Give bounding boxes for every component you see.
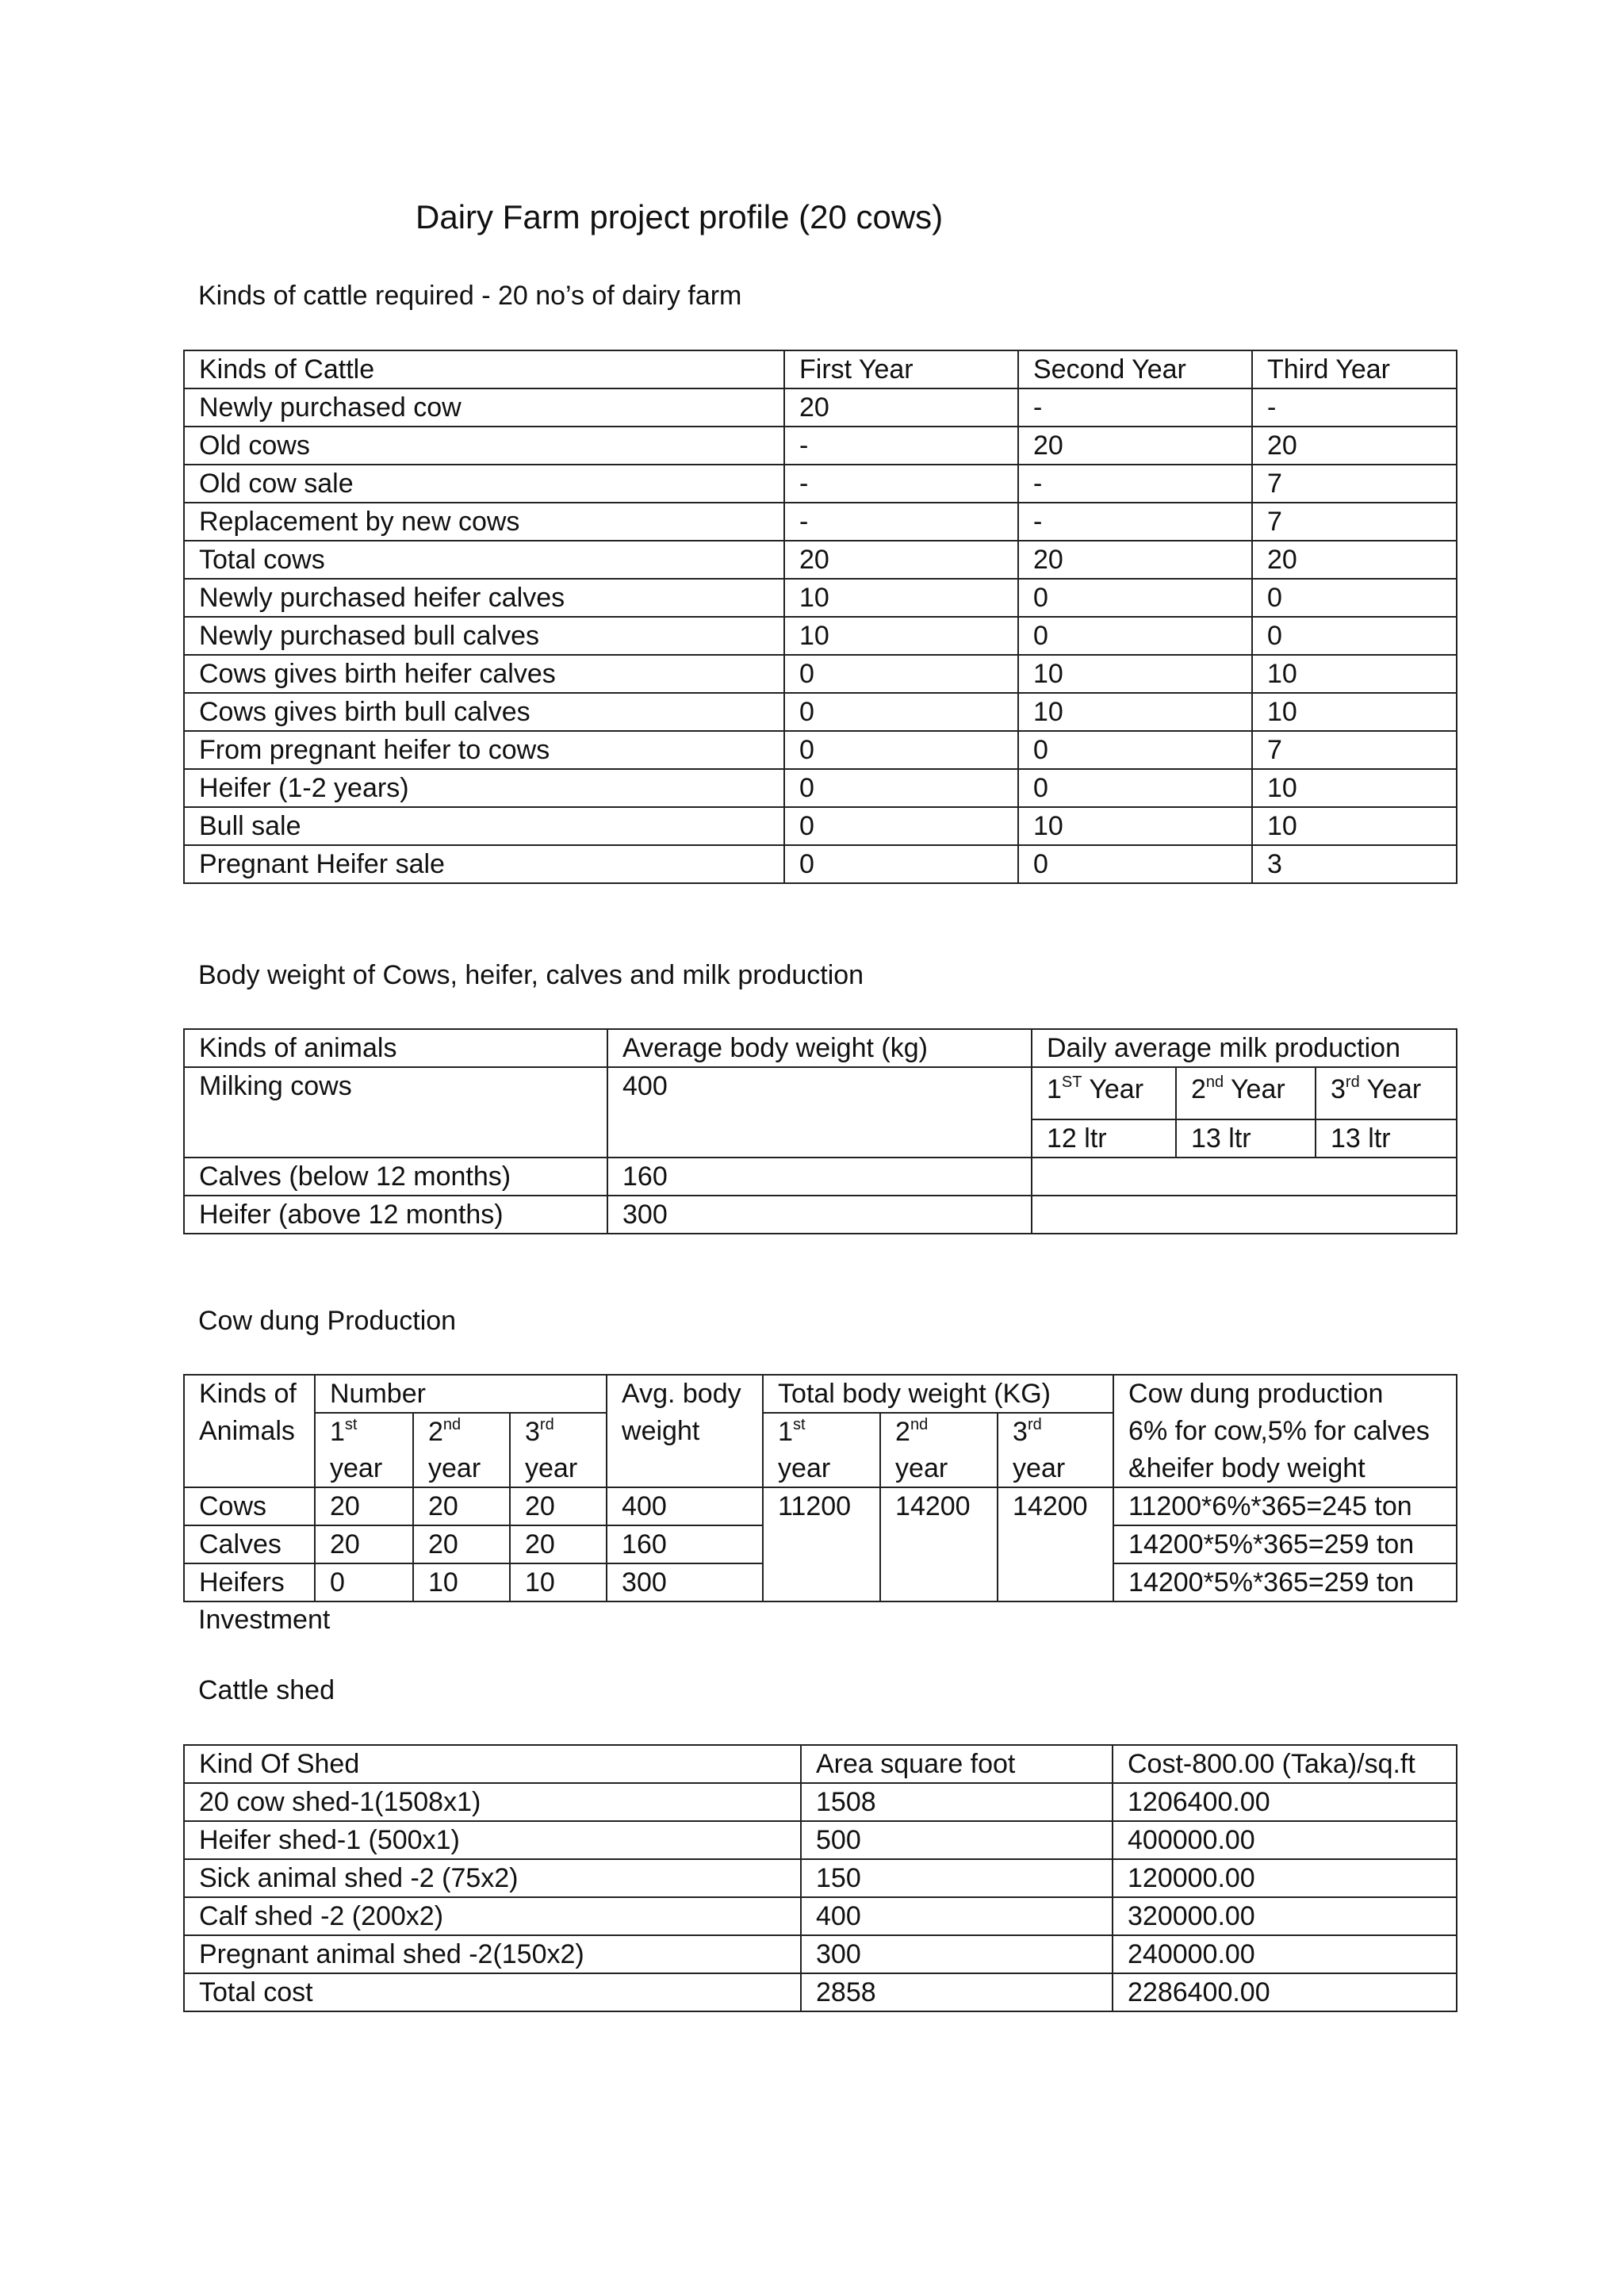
- table-cell: 0: [1018, 579, 1252, 617]
- page-title: Dairy Farm project profile (20 cows): [416, 198, 944, 235]
- table-cell: 3: [1252, 845, 1457, 883]
- year-word: year: [998, 1450, 1113, 1487]
- table-cell: Calf shed -2 (200x2): [184, 1897, 801, 1935]
- header-cell: Second Year: [1018, 350, 1252, 388]
- header-cell: Number: [315, 1375, 607, 1413]
- table-cell: 11200: [763, 1487, 880, 1601]
- table-cell: Newly purchased bull calves: [184, 617, 784, 655]
- table-row: [184, 1935, 1457, 1973]
- header-cell: Cost-800.00 (Taka)/sq.ft: [1113, 1745, 1457, 1783]
- table-cell: 20: [1018, 427, 1252, 465]
- table-row: [184, 617, 1457, 655]
- table-cell: 10: [1252, 769, 1457, 807]
- table-cell: 7: [1252, 731, 1457, 769]
- table-cell: Bull sale: [184, 807, 784, 845]
- table-cell: 0: [784, 731, 1018, 769]
- table-cell: 10: [1018, 693, 1252, 731]
- table-cell: 160: [607, 1525, 763, 1563]
- table-cell: 14200: [998, 1487, 1113, 1601]
- table-cell: 500: [801, 1821, 1113, 1859]
- table-cell: 400: [801, 1897, 1113, 1935]
- year-header: 1ST Year: [1032, 1067, 1176, 1119]
- header-cell: [184, 1450, 315, 1487]
- header-cell: weight: [607, 1413, 763, 1450]
- table-cell: 10: [1018, 655, 1252, 693]
- table-cell: 320000.00: [1113, 1897, 1457, 1935]
- table-cell: 2286400.00: [1113, 1973, 1457, 2011]
- year-header: 2nd: [413, 1413, 510, 1450]
- table-cell: Total cost: [184, 1973, 801, 2011]
- bodyweight-caption: Body weight of Cows, heifer, calves and milk production: [198, 960, 864, 990]
- table-cell: 20: [1252, 541, 1457, 579]
- table-cell: 240000.00: [1113, 1935, 1457, 1973]
- dung-table: [183, 1374, 1457, 1602]
- table-cell: 20: [784, 388, 1018, 427]
- header-cell: Area square foot: [801, 1745, 1113, 1783]
- table-cell: 10: [1018, 807, 1252, 845]
- table-cell: Sick animal shed -2 (75x2): [184, 1859, 801, 1897]
- year-header: 3rd Year: [1316, 1067, 1457, 1119]
- table-cell: Newly purchased cow: [184, 388, 784, 427]
- table-cell: 11200*6%*365=245 ton: [1113, 1487, 1457, 1525]
- table-cell: 0: [1018, 731, 1252, 769]
- bodyweight-table: [183, 1028, 1457, 1234]
- table-cell: Heifers: [184, 1563, 315, 1601]
- shed-caption: Cattle shed: [198, 1675, 335, 1705]
- table-cell: 12 ltr: [1032, 1119, 1176, 1158]
- table-cell: 300: [801, 1935, 1113, 1973]
- table-cell: 10: [784, 579, 1018, 617]
- shed-table: [183, 1744, 1457, 2012]
- header-cell: Kind Of Shed: [184, 1745, 801, 1783]
- table-cell: 14200*5%*365=259 ton: [1113, 1525, 1457, 1563]
- table-cell: 20: [413, 1525, 510, 1563]
- table-cell: Heifer shed-1 (500x1): [184, 1821, 801, 1859]
- table-cell: Heifer (1-2 years): [184, 769, 784, 807]
- table-cell: 14200: [880, 1487, 998, 1601]
- table-cell: Calves: [184, 1525, 315, 1563]
- table-cell: -: [1018, 503, 1252, 541]
- table-row: [184, 769, 1457, 807]
- table-row: [184, 541, 1457, 579]
- table-row: [184, 465, 1457, 503]
- table-cell: 20: [315, 1525, 413, 1563]
- table-cell: 2858: [801, 1973, 1113, 2011]
- table-row: [184, 1783, 1457, 1821]
- header-cell: Kinds of animals: [184, 1029, 607, 1067]
- table-cell: 0: [1252, 579, 1457, 617]
- table-cell: 0: [1018, 845, 1252, 883]
- table-cell: Milking cows: [184, 1067, 607, 1158]
- table-cell: 1206400.00: [1113, 1783, 1457, 1821]
- table-cell: 0: [1252, 617, 1457, 655]
- year-word: year: [413, 1450, 510, 1487]
- table-cell: 13 ltr: [1176, 1119, 1316, 1158]
- table-cell: -: [1252, 388, 1457, 427]
- table-cell: Cows: [184, 1487, 315, 1525]
- table-cell: Cows gives birth heifer calves: [184, 655, 784, 693]
- table-cell: 0: [784, 845, 1018, 883]
- year-header: 1st: [763, 1413, 880, 1450]
- table-cell: 20: [784, 541, 1018, 579]
- header-cell: Avg. body: [607, 1375, 763, 1413]
- table-cell: 14200*5%*365=259 ton: [1113, 1563, 1457, 1601]
- table-cell: Pregnant Heifer sale: [184, 845, 784, 883]
- table-header-row: [184, 350, 1457, 388]
- header-cell: Kinds of Cattle: [184, 350, 784, 388]
- table-cell: 7: [1252, 465, 1457, 503]
- table-cell: 150: [801, 1859, 1113, 1897]
- table-cell: -: [784, 465, 1018, 503]
- table-cell: 20: [1252, 427, 1457, 465]
- table-cell: 400: [607, 1067, 1032, 1158]
- year-word: year: [763, 1450, 880, 1487]
- table-cell: Calves (below 12 months): [184, 1158, 607, 1196]
- year-word: year: [510, 1450, 607, 1487]
- table-cell: 20 cow shed-1(1508x1): [184, 1783, 801, 1821]
- table-cell: 20: [510, 1525, 607, 1563]
- table-cell: Cows gives birth bull calves: [184, 693, 784, 731]
- table-cell: 400: [607, 1487, 763, 1525]
- table-row: [184, 1821, 1457, 1859]
- header-cell: [607, 1450, 763, 1487]
- table-cell: From pregnant heifer to cows: [184, 731, 784, 769]
- year-header: 2nd Year: [1176, 1067, 1316, 1119]
- table-cell: -: [784, 427, 1018, 465]
- table-cell: 0: [315, 1563, 413, 1601]
- table-row: [184, 1859, 1457, 1897]
- table-cell: Replacement by new cows: [184, 503, 784, 541]
- header-cell: Cow dung production: [1113, 1375, 1457, 1413]
- table-cell: Old cow sale: [184, 465, 784, 503]
- table-cell: 10: [1252, 693, 1457, 731]
- header-cell: 6% for cow,5% for calves: [1113, 1413, 1457, 1450]
- year-header: 3rd: [998, 1413, 1113, 1450]
- table-row: [184, 503, 1457, 541]
- table-cell: 7: [1252, 503, 1457, 541]
- investment-label: Investment: [198, 1605, 331, 1635]
- table-cell: [1032, 1196, 1457, 1234]
- table-cell: 0: [1018, 617, 1252, 655]
- table-row: [184, 655, 1457, 693]
- table-row: [184, 1897, 1457, 1935]
- table-cell: 10: [1252, 807, 1457, 845]
- table-cell: 0: [784, 655, 1018, 693]
- table-row: [184, 1487, 1457, 1525]
- table-cell: 20: [315, 1487, 413, 1525]
- table-cell: 10: [510, 1563, 607, 1601]
- table-row: [184, 731, 1457, 769]
- dung-caption: Cow dung Production: [198, 1306, 457, 1336]
- table-row: [184, 693, 1457, 731]
- table-cell: 300: [607, 1563, 763, 1601]
- table-cell: 0: [1018, 769, 1252, 807]
- year-word: year: [880, 1450, 998, 1487]
- year-header: 1st: [315, 1413, 413, 1450]
- header-cell: Average body weight (kg): [607, 1029, 1032, 1067]
- table-cell: 0: [784, 693, 1018, 731]
- table-cell: -: [1018, 388, 1252, 427]
- header-cell: First Year: [784, 350, 1018, 388]
- cattle-caption: Kinds of cattle required - 20 no’s of dairy farm: [198, 281, 742, 311]
- table-cell: [1032, 1158, 1457, 1196]
- table-row: [184, 579, 1457, 617]
- table-cell: Newly purchased heifer calves: [184, 579, 784, 617]
- table-row: [184, 388, 1457, 427]
- table-cell: 13 ltr: [1316, 1119, 1457, 1158]
- header-cell: Daily average milk production: [1032, 1029, 1457, 1067]
- table-cell: 300: [607, 1196, 1032, 1234]
- header-cell: Total body weight (KG): [763, 1375, 1113, 1413]
- table-cell: Pregnant animal shed -2(150x2): [184, 1935, 801, 1973]
- table-cell: Total cows: [184, 541, 784, 579]
- table-cell: Heifer (above 12 months): [184, 1196, 607, 1234]
- table-cell: 20: [510, 1487, 607, 1525]
- table-cell: 10: [1252, 655, 1457, 693]
- year-word: year: [315, 1450, 413, 1487]
- year-header: 2nd: [880, 1413, 998, 1450]
- table-cell: 10: [784, 617, 1018, 655]
- table-cell: Old cows: [184, 427, 784, 465]
- table-cell: -: [784, 503, 1018, 541]
- table-header-row: [184, 1745, 1457, 1783]
- table-cell: 0: [784, 769, 1018, 807]
- table-cell: 20: [1018, 541, 1252, 579]
- table-cell: 160: [607, 1158, 1032, 1196]
- header-cell: Third Year: [1252, 350, 1457, 388]
- header-cell: Kinds of: [184, 1375, 315, 1413]
- table-row: [184, 807, 1457, 845]
- table-cell: 20: [413, 1487, 510, 1525]
- table-cell: -: [1018, 465, 1252, 503]
- table-row: [184, 845, 1457, 883]
- header-cell: &heifer body weight: [1113, 1450, 1457, 1487]
- table-row: [184, 427, 1457, 465]
- table-cell: 0: [784, 807, 1018, 845]
- table-cell: 10: [413, 1563, 510, 1601]
- table-cell: 1508: [801, 1783, 1113, 1821]
- year-header: 3rd: [510, 1413, 607, 1450]
- cattle-table: [183, 350, 1457, 884]
- header-cell: Animals: [184, 1413, 315, 1450]
- table-cell: 120000.00: [1113, 1859, 1457, 1897]
- table-cell: 400000.00: [1113, 1821, 1457, 1859]
- table-row: [184, 1973, 1457, 2011]
